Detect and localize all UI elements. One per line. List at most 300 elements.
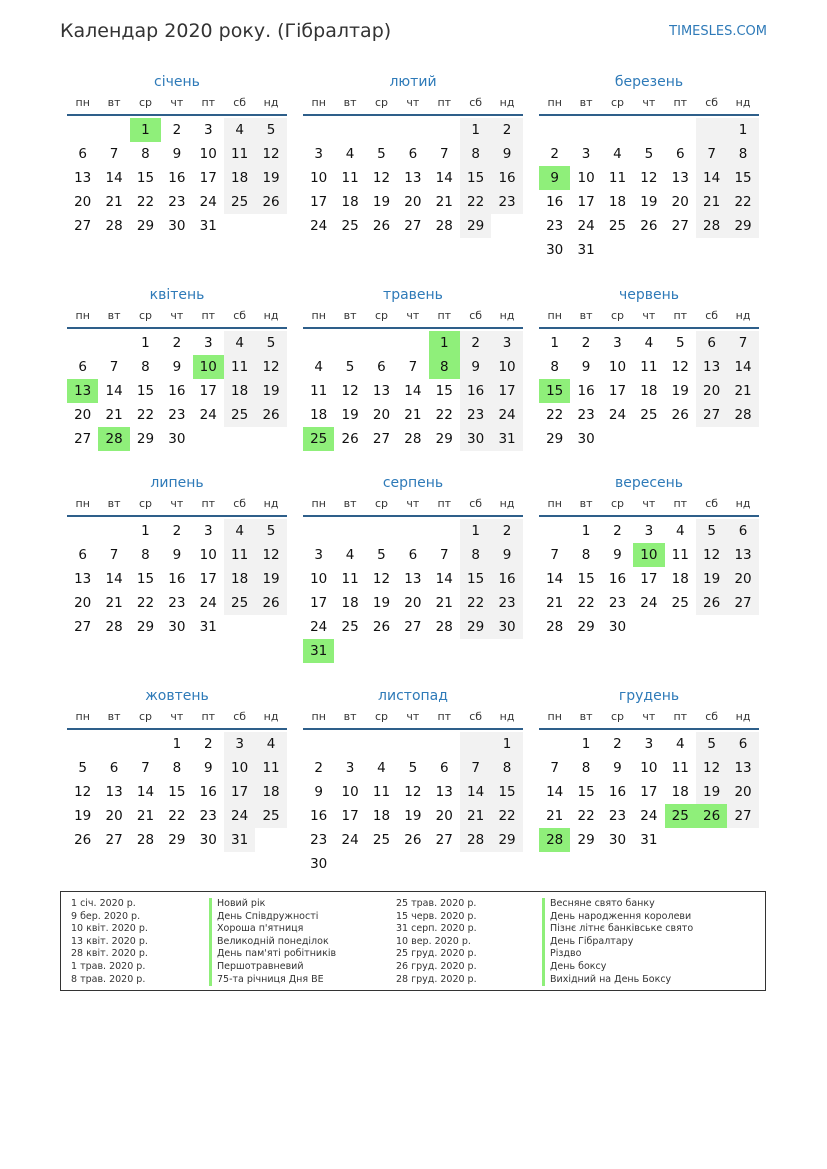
month-1 [67,72,287,238]
day-cell: 29 [460,214,491,238]
holiday-cell: 28 [539,828,570,852]
empty-cell [366,519,397,543]
day-cell: 14 [105,383,123,399]
legend-date: 26 груд. 2020 р. [396,960,477,972]
day-cell: 18 [255,780,286,804]
empty-cell [98,331,129,355]
day-cell: 9 [613,547,622,563]
day-cell: 24 [341,832,359,848]
legend-holiday-name: День Співдружності [209,911,336,924]
weekday-label: нд [735,710,751,723]
weekday-label: чт [170,309,184,322]
weekday-label: чт [406,710,420,723]
day-cell: 13 [727,543,758,567]
day-cell: 4 [644,335,654,351]
empty-cell [303,118,334,142]
weekday-label: сб [233,309,247,322]
day-cell: 7 [460,756,491,780]
empty-cell [429,852,460,876]
holiday-cell: 26 [696,804,727,828]
day-cell: 13 [105,784,123,800]
day-cell: 1 [460,118,491,142]
page-title: Календар 2020 року. (Гібралтар) [60,20,392,42]
day-cell: 20 [372,407,391,423]
day-cell: 2 [203,736,213,752]
day-cell: 6 [78,146,87,162]
empty-cell [98,519,129,543]
day-cell: 3 [203,523,213,539]
day-cell: 17 [640,784,658,800]
day-cell: 26 [255,190,286,214]
day-cell: 14 [727,355,758,379]
day-cell: 29 [491,828,522,852]
day-cell: 6 [439,760,449,776]
day-cell: 3 [644,523,654,539]
day-cell: 8 [460,142,491,166]
day-cell: 30 [168,619,186,635]
weekday-label: пт [673,309,688,322]
day-cell: 29 [136,431,155,447]
weekday-label: вт [579,309,593,322]
day-cell: 16 [168,383,186,399]
weekday-header [303,706,523,728]
day-cell: 27 [372,431,391,447]
legend-dates-right [396,898,477,986]
empty-cell [665,238,696,262]
day-cell: 17 [640,571,658,587]
day-cell: 23 [546,218,564,234]
empty-cell [397,118,428,142]
weekday-label: пт [201,96,216,109]
day-cell: 27 [74,431,92,447]
day-cell: 21 [435,194,453,210]
legend-date: 28 груд. 2020 р. [396,973,477,985]
weekday-label: ср [610,710,624,723]
day-cell: 2 [491,519,522,543]
weekday-label: вт [343,497,357,510]
weekday-label: вт [579,497,593,510]
day-cell: 9 [491,543,522,567]
day-cell: 28 [136,832,155,848]
day-cell: 2 [581,335,591,351]
day-cell: 27 [671,218,689,234]
day-cell: 18 [224,379,255,403]
empty-cell [727,615,758,639]
weekday-label: пн [547,497,562,510]
day-cell: 8 [172,760,182,776]
day-cell: 23 [491,591,522,615]
empty-cell [397,732,428,756]
day-cell: 6 [109,760,119,776]
month-name: серпень [382,475,444,491]
day-cell: 17 [310,595,328,611]
weekday-label: ср [138,497,152,510]
day-cell: 27 [696,403,727,427]
day-cell: 30 [168,218,186,234]
day-cell: 6 [408,146,418,162]
days-grid [539,730,759,852]
weekday-label: вт [579,96,593,109]
day-cell: 14 [435,571,453,587]
day-cell: 5 [408,760,418,776]
day-cell: 28 [460,828,491,852]
day-cell: 10 [608,359,627,375]
day-cell: 8 [581,547,591,563]
empty-cell [397,639,428,663]
month-name: травень [383,287,443,303]
day-cell: 22 [136,194,155,210]
holiday-cell: 25 [665,804,696,828]
weekday-label: пн [311,309,326,322]
day-cell: 18 [310,407,328,423]
day-cell: 9 [172,359,182,375]
weekday-label: ср [374,96,388,109]
day-cell: 30 [491,615,522,639]
day-cell: 25 [640,407,658,423]
legend-holiday-name: День пам'яті робітників [209,948,336,961]
day-cell: 28 [727,403,758,427]
day-cell: 15 [577,571,595,587]
day-cell: 14 [435,170,453,186]
day-cell: 8 [460,543,491,567]
day-cell: 19 [671,383,689,399]
holiday-cell: 1 [429,331,460,355]
day-cell: 20 [435,808,453,824]
legend-names-right [542,898,693,986]
day-cell: 12 [404,784,422,800]
weekday-label: пт [437,710,452,723]
days-grid [539,116,759,262]
day-cell: 31 [491,427,522,451]
day-cell: 23 [168,194,186,210]
day-cell: 15 [460,166,491,190]
day-cell: 4 [377,760,386,776]
weekday-label: пн [75,96,90,109]
day-cell: 12 [671,359,689,375]
day-cell: 10 [640,760,658,776]
days-grid [67,116,287,238]
day-cell: 23 [608,595,627,611]
weekday-label: нд [499,497,515,510]
day-cell: 29 [546,431,564,447]
empty-cell [491,214,522,238]
day-cell: 14 [696,166,727,190]
day-cell: 8 [491,756,522,780]
day-cell: 30 [168,431,186,447]
month-10 [67,686,287,852]
empty-cell [539,732,570,756]
day-cell: 28 [105,218,123,234]
day-cell: 4 [345,547,355,563]
weekday-label: сб [705,497,719,510]
holiday-cell: 13 [67,379,98,403]
day-cell: 2 [172,122,182,138]
weekday-label: пт [673,710,688,723]
weekday-label: сб [233,96,247,109]
day-cell: 9 [613,760,622,776]
day-cell: 4 [224,331,255,355]
empty-cell [460,852,491,876]
legend-date: 10 вер. 2020 р. [396,935,471,947]
legend-holiday-name: Пізнє літнє банківське свято [542,923,693,936]
legend-date: 28 квіт. 2020 р. [71,948,148,960]
day-cell: 23 [608,808,627,824]
legend-date: 9 бер. 2020 р. [71,910,141,922]
day-cell: 5 [255,331,286,355]
day-cell: 9 [491,142,522,166]
day-cell: 28 [435,218,453,234]
day-cell: 21 [105,595,123,611]
day-cell: 30 [310,856,328,872]
weekday-label: сб [705,96,719,109]
weekday-label: сб [233,710,247,723]
empty-cell [67,331,98,355]
weekday-label: сб [469,309,483,322]
day-cell: 30 [608,832,627,848]
empty-cell [366,732,397,756]
empty-cell [397,852,428,876]
day-cell: 15 [577,784,595,800]
day-cell: 24 [224,804,255,828]
day-cell: 15 [136,383,155,399]
weekday-header [539,92,759,114]
day-cell: 23 [460,403,491,427]
day-cell: 5 [696,732,727,756]
holiday-cell: 15 [539,379,570,403]
day-cell: 22 [577,808,595,824]
day-cell: 21 [696,190,727,214]
days-grid [303,116,523,238]
empty-cell [255,615,286,639]
legend-date: 1 січ. 2020 р. [71,898,136,909]
day-cell: 13 [74,170,92,186]
day-cell: 13 [671,170,689,186]
month-7 [67,473,287,639]
day-cell: 19 [255,166,286,190]
empty-cell [303,732,334,756]
day-cell: 18 [671,571,689,587]
day-cell: 4 [314,359,323,375]
empty-cell [429,639,460,663]
day-cell: 28 [696,214,727,238]
day-cell: 9 [172,146,182,162]
day-cell: 26 [341,431,359,447]
month-name: липень [150,475,204,491]
day-cell: 6 [696,331,727,355]
day-cell: 17 [310,194,328,210]
day-cell: 15 [460,567,491,591]
day-cell: 3 [613,335,622,351]
day-cell: 12 [696,543,727,567]
day-cell: 3 [314,146,323,162]
day-cell: 9 [203,760,213,776]
day-cell: 31 [199,619,217,635]
day-cell: 20 [404,194,422,210]
day-cell: 16 [608,784,627,800]
day-cell: 19 [74,808,92,824]
day-cell: 25 [224,190,255,214]
empty-cell [397,519,428,543]
weekday-label: чт [642,96,656,109]
day-cell: 17 [491,379,522,403]
holiday-cell: 8 [429,355,460,379]
month-6 [539,285,759,451]
day-cell: 2 [460,331,491,355]
empty-cell [98,118,129,142]
day-cell: 22 [168,808,186,824]
empty-cell [633,427,664,451]
day-cell: 18 [341,595,359,611]
day-cell: 18 [341,194,359,210]
day-cell: 31 [199,218,217,234]
legend-dates-left [71,898,148,986]
site-link[interactable]: TIMESLES.COM [669,24,767,39]
day-cell: 14 [404,383,422,399]
holiday-cell: 9 [539,166,570,190]
day-cell: 2 [613,523,622,539]
weekday-header [303,92,523,114]
day-cell: 21 [136,808,155,824]
day-cell: 14 [105,571,123,587]
weekday-label: ср [374,710,388,723]
weekday-header [539,493,759,515]
empty-cell [727,238,758,262]
day-cell: 5 [696,519,727,543]
day-cell: 22 [136,407,155,423]
weekday-label: чт [170,497,184,510]
day-cell: 19 [640,194,658,210]
weekday-label: чт [642,309,656,322]
day-cell: 17 [199,170,217,186]
legend-holiday-name: Весняне свято банку [542,898,693,911]
day-cell: 19 [255,379,286,403]
day-cell: 1 [550,335,559,351]
day-cell: 19 [372,194,391,210]
day-cell: 8 [581,760,591,776]
empty-cell [460,639,491,663]
empty-cell [334,732,365,756]
day-cell: 29 [577,832,595,848]
day-cell: 9 [314,784,323,800]
day-cell: 10 [310,571,328,587]
day-cell: 13 [727,756,758,780]
day-cell: 15 [136,170,155,186]
day-cell: 2 [172,523,182,539]
day-cell: 12 [74,784,92,800]
day-cell: 30 [546,242,564,258]
empty-cell [491,639,522,663]
day-cell: 9 [172,547,182,563]
weekday-label: нд [735,497,751,510]
weekday-label: нд [735,309,751,322]
day-cell: 13 [404,170,422,186]
legend-holiday-name: День боксу [542,961,693,974]
legend-holiday-name: День народження королеви [542,911,693,924]
weekday-label: ср [138,710,152,723]
weekday-label: сб [469,96,483,109]
weekday-label: чт [170,710,184,723]
empty-cell [429,519,460,543]
day-cell: 10 [491,355,522,379]
holiday-cell: 10 [193,355,224,379]
month-3 [539,72,759,262]
day-cell: 7 [109,547,119,563]
weekday-label: ср [138,96,152,109]
day-cell: 29 [136,619,155,635]
day-cell: 10 [577,170,595,186]
day-cell: 7 [141,760,150,776]
month-11 [303,686,523,876]
weekday-label: пт [201,710,216,723]
empty-cell [334,331,365,355]
day-cell: 7 [439,547,449,563]
day-cell: 14 [546,784,564,800]
weekday-label: чт [170,96,184,109]
weekday-label: нд [499,309,515,322]
day-cell: 26 [696,591,727,615]
day-cell: 1 [491,732,522,756]
empty-cell [539,118,570,142]
day-cell: 15 [136,571,155,587]
weekday-label: вт [343,309,357,322]
day-cell: 19 [696,567,727,591]
day-cell: 15 [491,780,522,804]
legend-holiday-name: Новий рік [209,898,336,911]
day-cell: 25 [341,218,359,234]
day-cell: 16 [199,784,217,800]
day-cell: 20 [671,194,689,210]
day-cell: 24 [310,619,328,635]
day-cell: 27 [435,832,453,848]
day-cell: 16 [460,379,491,403]
legend-date: 31 серп. 2020 р. [396,923,477,935]
day-cell: 21 [105,194,123,210]
day-cell: 24 [640,808,658,824]
legend-holiday-name: День Гібралтару [542,936,693,949]
day-cell: 20 [74,407,92,423]
day-cell: 25 [224,403,255,427]
weekday-label: чт [642,497,656,510]
day-cell: 3 [224,732,255,756]
day-cell: 3 [644,736,654,752]
weekday-label: вт [107,710,121,723]
month-9 [539,473,759,639]
day-cell: 13 [404,571,422,587]
day-cell: 3 [203,335,213,351]
day-cell: 18 [608,194,627,210]
day-cell: 29 [460,615,491,639]
weekday-header [303,493,523,515]
day-cell: 26 [640,218,658,234]
day-cell: 10 [341,784,359,800]
day-cell: 7 [550,547,559,563]
day-cell: 28 [404,431,422,447]
day-cell: 22 [460,190,491,214]
day-cell: 11 [671,547,689,563]
day-cell: 23 [310,832,328,848]
day-cell: 19 [341,407,359,423]
day-cell: 17 [577,194,595,210]
day-cell: 7 [439,146,449,162]
weekday-label: нд [735,96,751,109]
day-cell: 30 [577,431,595,447]
legend-date: 1 трав. 2020 р. [71,960,146,972]
days-grid [303,730,523,876]
day-cell: 24 [608,407,627,423]
weekday-label: вт [107,309,121,322]
empty-cell [366,639,397,663]
day-cell: 1 [141,335,150,351]
